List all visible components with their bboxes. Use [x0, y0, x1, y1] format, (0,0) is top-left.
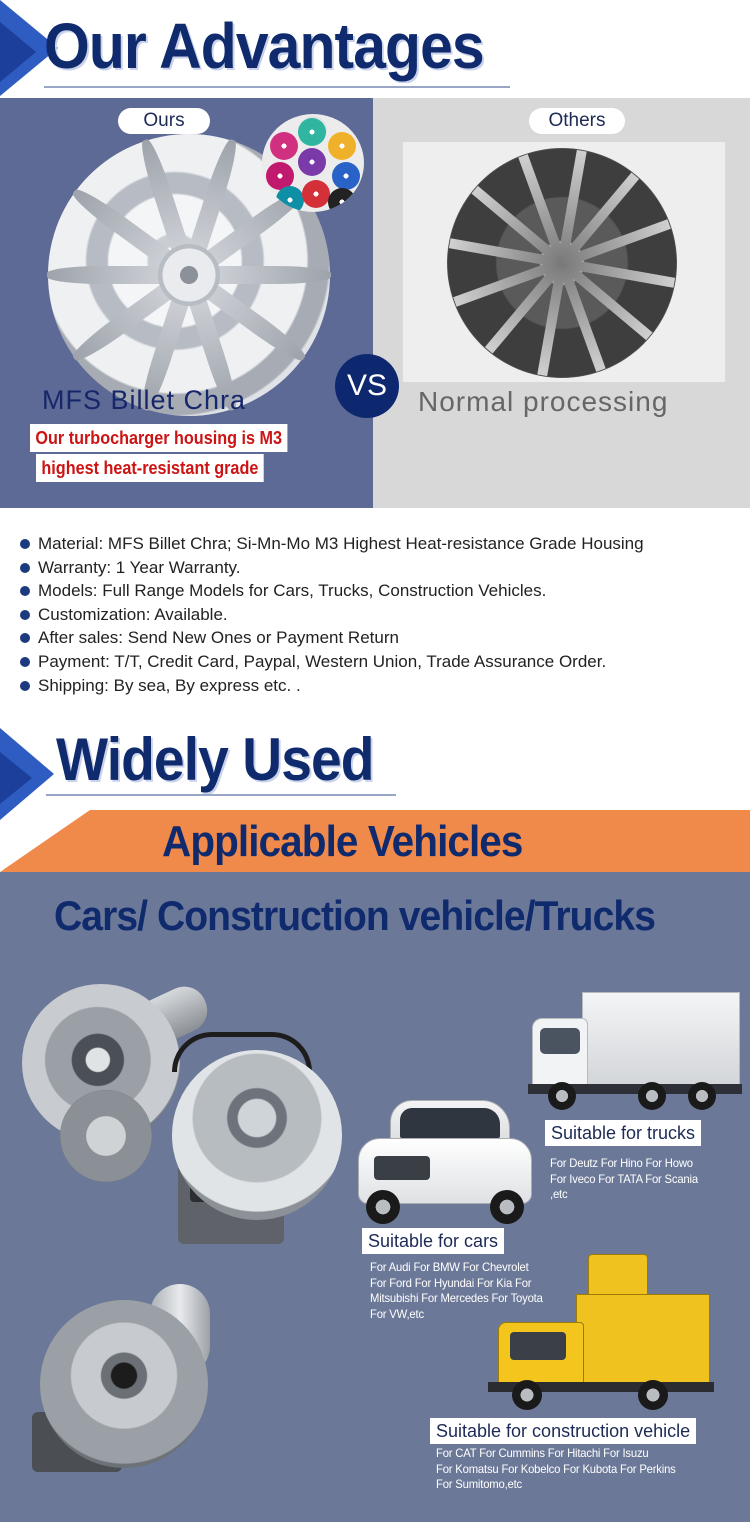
- feature-list: [20, 532, 750, 697]
- comparison-panel: [0, 98, 750, 508]
- construction-brands-line: For CAT For Cummins For Hitachi For Isuzu: [436, 1446, 649, 1460]
- feature-material: Material: MFS Billet Chra; Si-Mn-Mo M3 Highest Heat-resistance Grade Housing: [20, 532, 750, 556]
- housing-highlight-line-1: Our turbocharger housing is M3: [30, 424, 287, 452]
- truck-windshield: [540, 1028, 580, 1054]
- cars-brands-line: For Ford For Hyundai For Kia For: [370, 1275, 532, 1290]
- car-grill: [374, 1156, 430, 1180]
- trucks-brands-line: For Iveco For TATA For Scania: [550, 1171, 698, 1186]
- wheel-icon: [512, 1380, 542, 1410]
- feature-after-sales: After sales: Send New Ones or Payment Return: [20, 626, 750, 650]
- normal-wheel-photo: [403, 142, 725, 382]
- applicable-vehicles-title: Applicable Vehicles: [162, 817, 523, 866]
- wheel-icon: [548, 1082, 576, 1110]
- feature-customization: Customization: Available.: [20, 603, 750, 627]
- others-panel: [373, 98, 750, 508]
- others-label: Others: [529, 108, 625, 134]
- turbocharger-image-1-housing: [60, 1090, 152, 1182]
- header-triangle-dark-icon: [0, 22, 36, 82]
- cars-brands-line: For Audi For BMW For Chevrolet: [370, 1260, 529, 1274]
- trucks-brands-line: ,etc: [550, 1187, 568, 1201]
- wheel-icon: [366, 1190, 400, 1224]
- others-caption: Normal processing: [418, 386, 669, 417]
- feature-shipping: Shipping: By sea, By express etc. .: [20, 674, 750, 698]
- advantages-title: Our Advantages: [44, 10, 484, 82]
- construction-brands-line: For Komatsu For Kobelco For Kubota For Perkins: [436, 1461, 676, 1476]
- trucks-brands-line: For Deutz For Hino For Howo: [550, 1156, 693, 1170]
- ours-caption: MFS Billet Chra: [42, 385, 247, 415]
- construction-vehicle-image: [488, 1254, 718, 1414]
- wheel-icon: [638, 1380, 668, 1410]
- colored-impeller: [302, 180, 330, 208]
- colored-impeller: [298, 118, 326, 146]
- vehicles-subtitle: Cars/ Construction vehicle/Trucks: [54, 892, 655, 939]
- feature-warranty: Warranty: 1 Year Warranty.: [20, 556, 750, 580]
- ours-panel: [0, 98, 373, 508]
- construction-label: Suitable for construction vehicle: [430, 1418, 696, 1444]
- construction-brands-line: For Sumitomo,etc: [436, 1477, 523, 1491]
- cars-label: Suitable for cars: [362, 1228, 504, 1254]
- title-underline: [44, 86, 510, 88]
- wheel-hub: [158, 244, 220, 306]
- turbocharger-image-2: [172, 1050, 342, 1220]
- vehicles-panel: [0, 872, 750, 1522]
- colored-impeller: [328, 132, 356, 160]
- colored-impeller: [328, 188, 356, 212]
- colored-impeller: [276, 186, 304, 212]
- cars-brands-line: Mitsubishi For Mercedes For Toyota: [370, 1291, 543, 1305]
- car-windshield: [400, 1108, 500, 1138]
- cars-brands-line: For VW,etc: [370, 1306, 424, 1321]
- widely-used-title: Widely Used: [56, 726, 374, 793]
- wheel-icon: [490, 1190, 524, 1224]
- car-image: [356, 1094, 534, 1226]
- wheel-icon: [688, 1082, 716, 1110]
- feature-models: Models: Full Range Models for Cars, Trucks, Construction Vehicles.: [20, 579, 750, 603]
- truck-cargo-box: [582, 992, 740, 1090]
- construction-brands: [436, 1446, 737, 1493]
- header-triangle-dark-icon: [0, 752, 32, 804]
- construction-windshield: [510, 1332, 566, 1360]
- vs-badge: VS: [335, 354, 399, 418]
- title-underline: [46, 794, 396, 796]
- trucks-brands: [550, 1156, 744, 1203]
- normal-compressor-wheel-image: [447, 148, 677, 378]
- housing-highlight-line-2: highest heat-resistant grade: [36, 454, 264, 482]
- colored-impeller: [298, 148, 326, 176]
- ours-label: Ours: [118, 108, 210, 134]
- feature-payment: Payment: T/T, Credit Card, Paypal, Western Union, Trade Assurance Order.: [20, 650, 750, 674]
- wheel-icon: [638, 1082, 666, 1110]
- trucks-label: Suitable for trucks: [545, 1120, 701, 1146]
- colored-impellers-image: [262, 114, 364, 212]
- construction-bed: [576, 1294, 710, 1386]
- colored-impeller: [332, 162, 360, 190]
- truck-image: [528, 988, 742, 1114]
- turbocharger-image-3: [40, 1300, 208, 1468]
- colored-impeller: [270, 132, 298, 160]
